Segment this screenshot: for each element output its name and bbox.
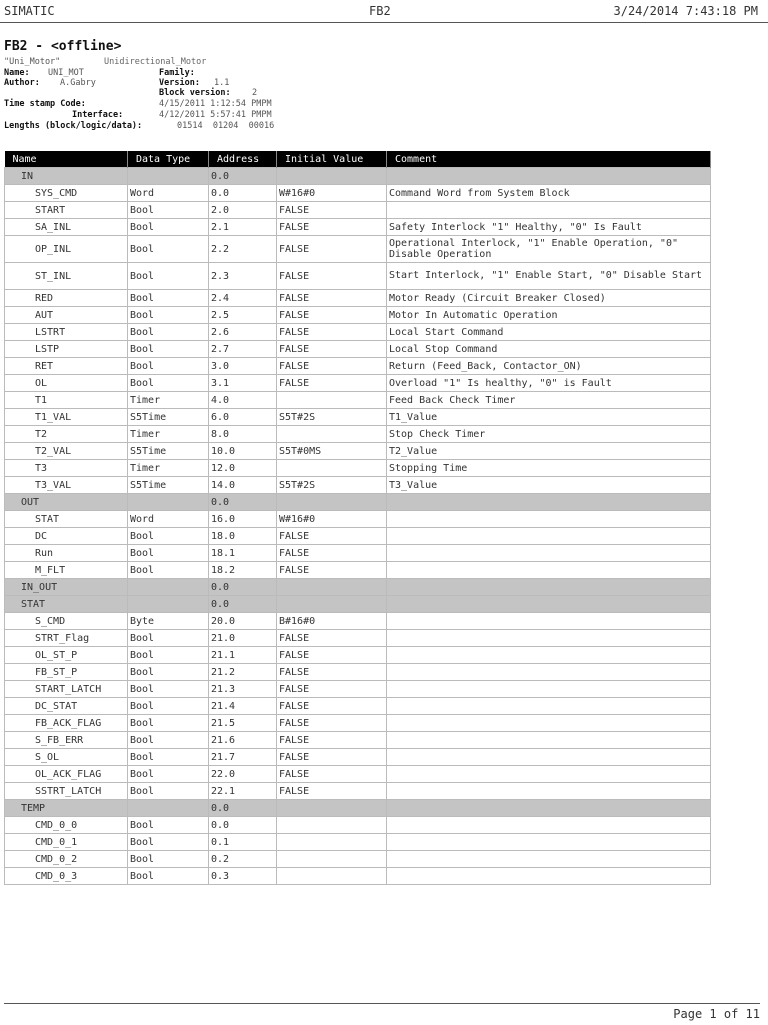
initial-value-cell	[277, 851, 387, 868]
initial-value-cell: FALSE	[277, 528, 387, 545]
comment-cell: Stop Check Timer	[387, 426, 711, 443]
table-row[interactable]	[5, 477, 711, 494]
comment-cell	[387, 715, 711, 732]
table-row[interactable]	[5, 426, 711, 443]
page-header	[0, 0, 768, 23]
table-row[interactable]	[5, 443, 711, 460]
comment-cell: T1_Value	[387, 409, 711, 426]
initial-value-cell: FALSE	[277, 375, 387, 392]
address-cell: 0.1	[209, 834, 277, 851]
address-cell: 0.0	[209, 185, 277, 202]
var-name-cell: T1_VAL	[5, 409, 128, 426]
initial-value-cell: FALSE	[277, 698, 387, 715]
data-type-cell: Bool	[128, 664, 209, 681]
address-cell: 21.4	[209, 698, 277, 715]
comment-cell: Return (Feed_Back, Contactor_ON)	[387, 358, 711, 375]
var-name-cell: T3_VAL	[5, 477, 128, 494]
col-name[interactable]: Name	[5, 151, 128, 168]
data-type-cell: Bool	[128, 358, 209, 375]
data-type-cell: Bool	[128, 324, 209, 341]
var-name-cell: S_FB_ERR	[5, 732, 128, 749]
col-address[interactable]: Address	[209, 151, 277, 168]
table-row[interactable]	[5, 290, 711, 307]
data-type-cell: Bool	[128, 749, 209, 766]
var-name-cell: CMD_0_3	[5, 868, 128, 885]
table-row[interactable]	[5, 715, 711, 732]
initial-value-cell: FALSE	[277, 219, 387, 236]
timestamp-field: Time stamp Code:	[4, 99, 86, 109]
data-type-cell	[128, 596, 209, 613]
table-row[interactable]	[5, 236, 711, 263]
data-type-cell: Bool	[128, 307, 209, 324]
print-datetime: 3/24/2014 7:43:18 PM	[613, 4, 758, 18]
var-name-cell: TEMP	[5, 800, 128, 817]
lengths-value: 01514 01204 00016	[177, 121, 275, 131]
table-row[interactable]	[5, 613, 711, 630]
address-cell: 0.2	[209, 851, 277, 868]
var-name-cell: OP_INL	[5, 236, 128, 263]
table-row[interactable]	[5, 630, 711, 647]
address-cell: 22.0	[209, 766, 277, 783]
comment-cell	[387, 664, 711, 681]
col-comment[interactable]: Comment	[387, 151, 711, 168]
section-row[interactable]	[5, 579, 711, 596]
table-row[interactable]	[5, 528, 711, 545]
data-type-cell: Bool	[128, 851, 209, 868]
table-body	[5, 168, 711, 885]
var-name-cell: OL_ACK_FLAG	[5, 766, 128, 783]
table-row[interactable]	[5, 219, 711, 236]
col-data-type[interactable]: Data Type	[128, 151, 209, 168]
address-cell: 8.0	[209, 426, 277, 443]
page-footer	[4, 1003, 760, 1025]
initial-value-cell	[277, 596, 387, 613]
address-cell: 18.2	[209, 562, 277, 579]
address-cell: 2.5	[209, 307, 277, 324]
var-name-cell: CMD_0_0	[5, 817, 128, 834]
var-name-cell: FB_ACK_FLAG	[5, 715, 128, 732]
table-row[interactable]	[5, 766, 711, 783]
data-type-cell: Word	[128, 511, 209, 528]
comment-cell	[387, 698, 711, 715]
initial-value-cell: FALSE	[277, 562, 387, 579]
data-type-cell: Bool	[128, 545, 209, 562]
table-row[interactable]	[5, 185, 711, 202]
col-initial-value[interactable]: Initial Value	[277, 151, 387, 168]
initial-value-cell	[277, 392, 387, 409]
table-row[interactable]	[5, 263, 711, 290]
table-row[interactable]	[5, 202, 711, 219]
comment-cell: Operational Interlock, "1" Enable Operation, "0" Disable Operation	[387, 236, 711, 263]
address-cell: 21.3	[209, 681, 277, 698]
address-cell: 0.0	[209, 494, 277, 511]
table-row[interactable]	[5, 681, 711, 698]
section-row[interactable]	[5, 168, 711, 185]
interface-field: Interface:	[72, 110, 124, 120]
initial-value-cell: FALSE	[277, 630, 387, 647]
initial-value-cell	[277, 494, 387, 511]
comment-cell	[387, 681, 711, 698]
comment-cell	[387, 834, 711, 851]
table-row[interactable]	[5, 511, 711, 528]
variable-table	[4, 151, 711, 885]
table-row[interactable]	[5, 698, 711, 715]
data-type-cell	[128, 494, 209, 511]
address-cell: 2.3	[209, 263, 277, 290]
var-name-cell: START_LATCH	[5, 681, 128, 698]
address-cell: 22.1	[209, 783, 277, 800]
var-name-cell: STAT	[5, 596, 128, 613]
address-cell: 18.1	[209, 545, 277, 562]
table-row[interactable]	[5, 851, 711, 868]
var-name-cell: DC	[5, 528, 128, 545]
address-cell: 3.0	[209, 358, 277, 375]
comment-cell: Command Word from System Block	[387, 185, 711, 202]
block-version-field: Block version:	[159, 88, 231, 98]
address-cell: 2.1	[209, 219, 277, 236]
timestamp-value: 4/15/2011 1:12:54 PMPM	[159, 99, 272, 109]
block-symbol-comment: Unidirectional_Motor	[104, 57, 207, 67]
block-symbol: "Uni_Motor"	[4, 57, 61, 67]
comment-cell	[387, 630, 711, 647]
initial-value-cell: FALSE	[277, 290, 387, 307]
data-type-cell: Bool	[128, 834, 209, 851]
address-cell: 12.0	[209, 460, 277, 477]
data-type-cell: Bool	[128, 341, 209, 358]
name-value: UNI_MOT	[48, 68, 84, 78]
var-name-cell: Run	[5, 545, 128, 562]
version-field: Version:	[159, 78, 200, 88]
address-cell: 0.0	[209, 596, 277, 613]
table-row[interactable]	[5, 834, 711, 851]
table-row[interactable]	[5, 460, 711, 477]
initial-value-cell	[277, 426, 387, 443]
data-type-cell: Timer	[128, 392, 209, 409]
comment-cell	[387, 817, 711, 834]
address-cell: 3.1	[209, 375, 277, 392]
table-row[interactable]	[5, 375, 711, 392]
initial-value-cell: FALSE	[277, 341, 387, 358]
var-name-cell: IN	[5, 168, 128, 185]
initial-value-cell: FALSE	[277, 732, 387, 749]
table-row[interactable]	[5, 307, 711, 324]
table-header-row	[5, 151, 711, 168]
initial-value-cell: S5T#2S	[277, 477, 387, 494]
table-row[interactable]	[5, 647, 711, 664]
address-cell: 21.0	[209, 630, 277, 647]
comment-cell: Local Stop Command	[387, 341, 711, 358]
initial-value-cell	[277, 579, 387, 596]
var-name-cell: T1	[5, 392, 128, 409]
table-row[interactable]	[5, 732, 711, 749]
var-name-cell: RED	[5, 290, 128, 307]
table-row[interactable]	[5, 664, 711, 681]
data-type-cell: Bool	[128, 732, 209, 749]
comment-cell	[387, 732, 711, 749]
table-row[interactable]	[5, 341, 711, 358]
var-name-cell: STRT_Flag	[5, 630, 128, 647]
initial-value-cell: FALSE	[277, 664, 387, 681]
data-type-cell: Bool	[128, 290, 209, 307]
address-cell: 16.0	[209, 511, 277, 528]
table-row[interactable]	[5, 783, 711, 800]
var-name-cell: IN_OUT	[5, 579, 128, 596]
table-row[interactable]	[5, 392, 711, 409]
comment-cell: Overload "1" Is healthy, "0" is Fault	[387, 375, 711, 392]
table-row[interactable]	[5, 868, 711, 885]
address-cell: 20.0	[209, 613, 277, 630]
comment-cell	[387, 868, 711, 885]
data-type-cell	[128, 168, 209, 185]
data-type-cell: Bool	[128, 562, 209, 579]
comment-cell	[387, 511, 711, 528]
comment-cell	[387, 579, 711, 596]
section-row[interactable]	[5, 800, 711, 817]
comment-cell	[387, 749, 711, 766]
var-name-cell: LSTP	[5, 341, 128, 358]
address-cell: 0.3	[209, 868, 277, 885]
section-row[interactable]	[5, 494, 711, 511]
app-name: SIMATIC	[4, 4, 55, 18]
address-cell: 2.7	[209, 341, 277, 358]
comment-cell: T3_Value	[387, 477, 711, 494]
data-type-cell: Bool	[128, 630, 209, 647]
initial-value-cell	[277, 834, 387, 851]
initial-value-cell: FALSE	[277, 681, 387, 698]
var-name-cell: T2_VAL	[5, 443, 128, 460]
data-type-cell: Bool	[128, 698, 209, 715]
data-type-cell: S5Time	[128, 443, 209, 460]
initial-value-cell: W#16#0	[277, 511, 387, 528]
address-cell: 0.0	[209, 800, 277, 817]
initial-value-cell	[277, 817, 387, 834]
var-name-cell: OL_ST_P	[5, 647, 128, 664]
initial-value-cell: W#16#0	[277, 185, 387, 202]
initial-value-cell: FALSE	[277, 647, 387, 664]
address-cell: 2.6	[209, 324, 277, 341]
section-row[interactable]	[5, 596, 711, 613]
data-type-cell: Bool	[128, 817, 209, 834]
comment-cell: Motor Ready (Circuit Breaker Closed)	[387, 290, 711, 307]
address-cell: 0.0	[209, 168, 277, 185]
comment-cell: T2_Value	[387, 443, 711, 460]
comment-cell	[387, 202, 711, 219]
var-name-cell: T3	[5, 460, 128, 477]
table-row[interactable]	[5, 324, 711, 341]
address-cell: 10.0	[209, 443, 277, 460]
initial-value-cell: FALSE	[277, 783, 387, 800]
var-name-cell: CMD_0_1	[5, 834, 128, 851]
var-name-cell: OUT	[5, 494, 128, 511]
address-cell: 21.6	[209, 732, 277, 749]
initial-value-cell: FALSE	[277, 236, 387, 263]
version-value: 1.1	[214, 78, 230, 88]
comment-cell	[387, 562, 711, 579]
table-row[interactable]	[5, 409, 711, 426]
data-type-cell	[128, 579, 209, 596]
initial-value-cell: FALSE	[277, 358, 387, 375]
data-type-cell: Bool	[128, 375, 209, 392]
data-type-cell: Timer	[128, 460, 209, 477]
comment-cell	[387, 766, 711, 783]
var-name-cell: FB_ST_P	[5, 664, 128, 681]
var-name-cell: CMD_0_2	[5, 851, 128, 868]
var-name-cell: LSTRT	[5, 324, 128, 341]
initial-value-cell: S5T#0MS	[277, 443, 387, 460]
comment-cell	[387, 168, 711, 185]
address-cell: 0.0	[209, 817, 277, 834]
var-name-cell: S_OL	[5, 749, 128, 766]
initial-value-cell: FALSE	[277, 202, 387, 219]
table-row[interactable]	[5, 749, 711, 766]
comment-cell	[387, 783, 711, 800]
comment-cell	[387, 545, 711, 562]
data-type-cell: Timer	[128, 426, 209, 443]
initial-value-cell: FALSE	[277, 715, 387, 732]
comment-cell: Start Interlock, "1" Enable Start, "0" Disable Start	[387, 263, 711, 290]
data-type-cell: S5Time	[128, 477, 209, 494]
comment-cell: Feed Back Check Timer	[387, 392, 711, 409]
data-type-cell: Bool	[128, 528, 209, 545]
comment-cell	[387, 596, 711, 613]
address-cell: 21.1	[209, 647, 277, 664]
data-type-cell: Bool	[128, 263, 209, 290]
table-row[interactable]	[5, 562, 711, 579]
comment-cell	[387, 528, 711, 545]
initial-value-cell: FALSE	[277, 263, 387, 290]
table-row[interactable]	[5, 817, 711, 834]
initial-value-cell: FALSE	[277, 749, 387, 766]
initial-value-cell	[277, 800, 387, 817]
var-name-cell: STAT	[5, 511, 128, 528]
block-version-value: 2	[252, 88, 258, 98]
initial-value-cell: FALSE	[277, 307, 387, 324]
data-type-cell: Bool	[128, 715, 209, 732]
address-cell: 21.5	[209, 715, 277, 732]
initial-value-cell: S5T#2S	[277, 409, 387, 426]
var-name-cell: OL	[5, 375, 128, 392]
initial-value-cell: B#16#0	[277, 613, 387, 630]
data-type-cell: Byte	[128, 613, 209, 630]
author-value: A.Gabry	[60, 78, 96, 88]
address-cell: 18.0	[209, 528, 277, 545]
interface-value: 4/12/2011 5:57:41 PMPM	[159, 110, 272, 120]
data-type-cell: Bool	[128, 202, 209, 219]
initial-value-cell	[277, 868, 387, 885]
address-cell: 14.0	[209, 477, 277, 494]
family-field: Family:	[159, 68, 195, 78]
table-row[interactable]	[5, 358, 711, 375]
var-name-cell: SYS_CMD	[5, 185, 128, 202]
comment-cell	[387, 613, 711, 630]
var-name-cell: START	[5, 202, 128, 219]
block-name: FB2	[369, 4, 391, 18]
data-type-cell: Bool	[128, 681, 209, 698]
table-row[interactable]	[5, 545, 711, 562]
var-name-cell: SA_INL	[5, 219, 128, 236]
address-cell: 21.2	[209, 664, 277, 681]
initial-value-cell	[277, 460, 387, 477]
address-cell: 2.2	[209, 236, 277, 263]
comment-cell: Stopping Time	[387, 460, 711, 477]
var-name-cell: DC_STAT	[5, 698, 128, 715]
comment-cell	[387, 851, 711, 868]
lengths-field: Lengths (block/logic/data):	[4, 121, 143, 131]
address-cell: 21.7	[209, 749, 277, 766]
var-name-cell: AUT	[5, 307, 128, 324]
block-title: FB2 - <offline>	[4, 39, 122, 54]
data-type-cell: Bool	[128, 766, 209, 783]
comment-cell	[387, 800, 711, 817]
initial-value-cell	[277, 168, 387, 185]
var-name-cell: S_CMD	[5, 613, 128, 630]
data-type-cell: S5Time	[128, 409, 209, 426]
data-type-cell: Bool	[128, 236, 209, 263]
address-cell: 4.0	[209, 392, 277, 409]
var-name-cell: T2	[5, 426, 128, 443]
name-field: Name:	[4, 68, 30, 78]
data-type-cell: Bool	[128, 219, 209, 236]
comment-cell: Local Start Command	[387, 324, 711, 341]
initial-value-cell: FALSE	[277, 545, 387, 562]
initial-value-cell: FALSE	[277, 766, 387, 783]
address-cell: 2.4	[209, 290, 277, 307]
address-cell: 6.0	[209, 409, 277, 426]
author-field: Author:	[4, 78, 40, 88]
address-cell: 2.0	[209, 202, 277, 219]
address-cell: 0.0	[209, 579, 277, 596]
data-type-cell: Word	[128, 185, 209, 202]
var-name-cell: ST_INL	[5, 263, 128, 290]
data-type-cell: Bool	[128, 647, 209, 664]
page-number: Page 1 of 11	[673, 1007, 760, 1021]
comment-cell	[387, 647, 711, 664]
data-type-cell	[128, 800, 209, 817]
comment-cell: Safety Interlock "1" Healthy, "0" Is Fault	[387, 219, 711, 236]
data-type-cell: Bool	[128, 868, 209, 885]
var-name-cell: M_FLT	[5, 562, 128, 579]
var-name-cell: RET	[5, 358, 128, 375]
var-name-cell: SSTRT_LATCH	[5, 783, 128, 800]
initial-value-cell: FALSE	[277, 324, 387, 341]
data-type-cell: Bool	[128, 783, 209, 800]
comment-cell: Motor In Automatic Operation	[387, 307, 711, 324]
comment-cell	[387, 494, 711, 511]
